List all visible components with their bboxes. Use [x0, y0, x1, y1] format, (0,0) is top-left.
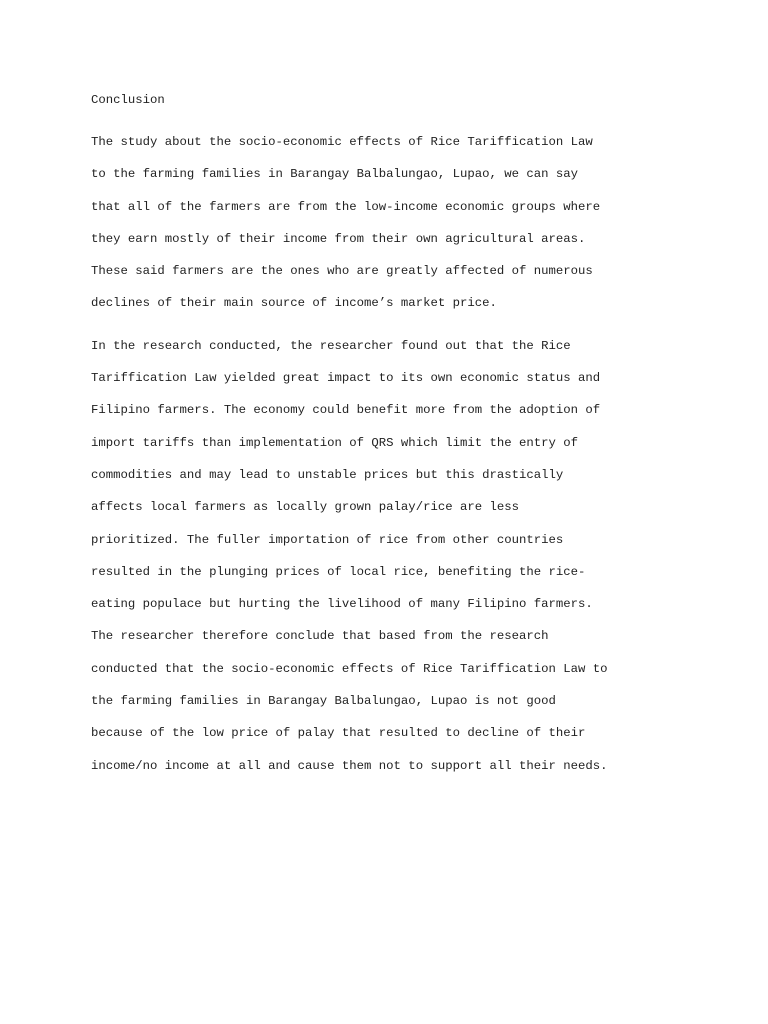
text-line: income/no income at all and cause them not to support all their needs.	[91, 758, 608, 773]
text-line: prioritized. The fuller importation of rice from other countries	[91, 532, 564, 547]
section-heading: Conclusion	[91, 93, 165, 107]
text-line: The study about the socio-economic effects of Rice Tariffication Law	[91, 135, 593, 149]
text-line: Tariffication Law yielded great impact to its own economic status and	[91, 371, 601, 386]
text-line: to the farming families in Barangay Balbalungao, Lupao, we can say	[91, 167, 579, 182]
text-line: commodities and may lead to unstable prices but this drastically	[91, 467, 564, 482]
document-body	[91, 90, 691, 798]
paragraph-list	[91, 132, 691, 788]
text-line: Filipino farmers. The economy could benefit more from the adoption of	[91, 403, 601, 418]
text-line: import tariffs than implementation of QRS which limit the entry of	[91, 435, 579, 450]
text-line: affects local farmers as locally grown palay/rice are less	[91, 500, 520, 515]
text-line: resulted in the plunging prices of local rice, benefiting the rice-	[91, 564, 586, 579]
text-line: The researcher therefore conclude that based from the research	[91, 629, 549, 644]
text-line: conducted that the socio-economic effects of Rice Tariffication Law to	[91, 661, 608, 676]
text-line: that all of the farmers are from the low-income economic groups where	[91, 199, 601, 214]
text-line: eating populace but hurting the livelihood of many Filipino farmers.	[91, 597, 593, 612]
paragraph	[91, 132, 691, 326]
text-line: because of the low price of palay that resulted to decline of their	[91, 726, 586, 741]
text-line: the farming families in Barangay Balbalungao, Lupao is not good	[91, 694, 556, 709]
paragraph	[91, 336, 691, 788]
text-line: they earn mostly of their income from their own agricultural areas.	[91, 231, 586, 246]
text-line: These said farmers are the ones who are greatly affected of numerous	[91, 264, 593, 279]
text-line: declines of their main source of income’s market price.	[91, 296, 497, 311]
text-line: In the research conducted, the researcher found out that the Rice	[91, 338, 571, 353]
